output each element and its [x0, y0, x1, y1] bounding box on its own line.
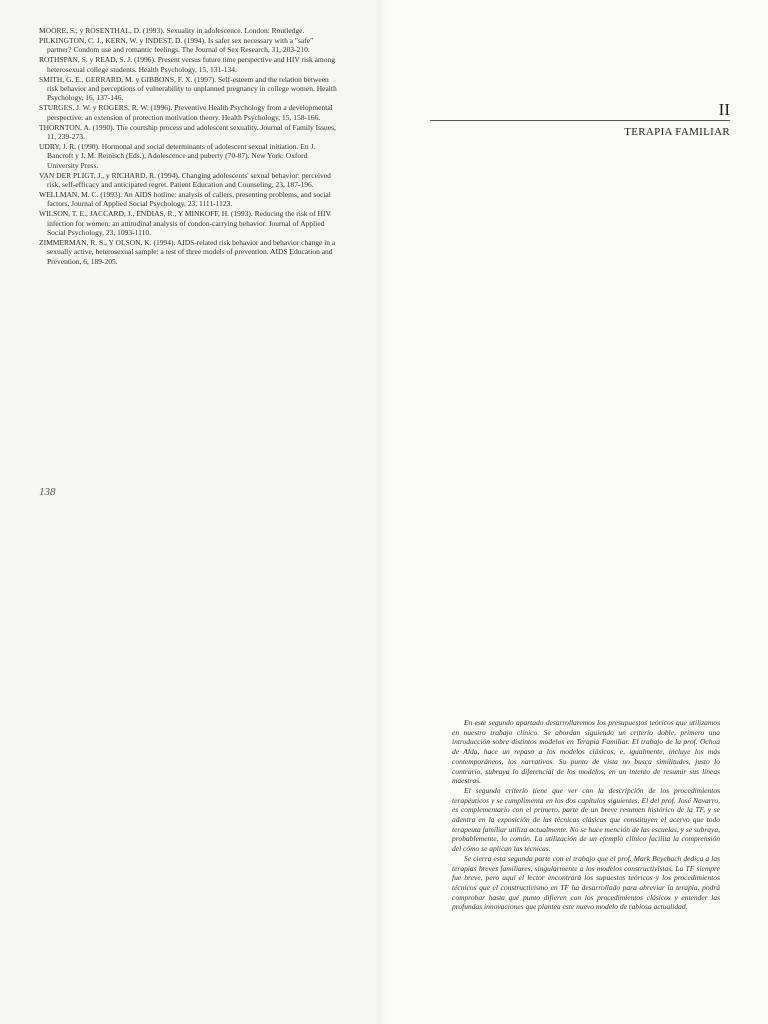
- reference-entry: SMITH, G. E., GERRARD, M. y GIBBONS, F. X. (1997). Self-esteem and the relation between risk behavior and perceptions of vulnerability to unplanned pregnancy in college women. Health Psychology, 16, 137-146.: [39, 74, 337, 103]
- reference-entry: THORNTON, A. (1990). The courtship process and adolescent sexuality. Journal of Family Issues, 11, 239-273.: [39, 122, 336, 141]
- chapter-introduction: [452, 718, 720, 912]
- chapter-title: TERAPIA FAMILIAR: [624, 126, 730, 138]
- intro-paragraph: En este segundo apartado desarrollaremos los presupuestos teóricos que utilizamos en nuestro trabajo clínico. Se abordan siguiendo un criterio doble, primero una introducción sobre distintos modelos en Terapia Familiar. El trabajo de la prof. Ochoa de Alda, hace un repaso a los modelos clásicos, e, igualmente, incluye los más contemporáneos, los narrativos. Su punto de vista no busca similitudes, justo lo contrario, subraya lo diferencial de los modelos, en un intento de resumir sus líneas maestras.: [452, 718, 720, 786]
- reference-entry: PILKINGTON, C. J., KERN, W. y INDEST, D. (1994). Is safer sex necessary with a "safe" partner? Condom use and romantic feelings. The Journal of Sex Research, 31, 203-210.: [39, 35, 314, 55]
- reference-entry: WILSON, T. E., JACCARD, J., ENDIAS, R., Y MINKOFF, H. (1993). Reducing the risk of HIV infection for women: an attitudinal analysis of condon-carrying behavior. Journal of Applied Social Psychology, 23, 1093-1110.: [39, 209, 331, 238]
- reference-entry: ZIMMERMAN, R. S., Y OLSON, K. (1994). AIDS-related risk behavior and behavior change in a sexually active, heterosexual sample: a test of three models of prevention. AIDS Education and Prevention, 6, 189-205.: [39, 237, 336, 266]
- book-gutter: [378, 0, 390, 1024]
- reference-entry: ROTHSPAN, S. y READ, S. J. (1996). Present versus future time perspective and HIV risk among heterosexual college students. Health Psychology, 15, 131-134.: [39, 55, 336, 74]
- intro-paragraph: El segundo criterio tiene que ver con la descripción de los procedimientos terapéuticos y se cumplimenta en los dos capítulos siguientes. El del prof. José Navarro, es complementario con el primero, parte de un breve resumen histórico de la TF, y se adentra en la exposición de las técnicas clásicas que constituyen el acervo que todo terapeuta familiar utiliza actualmente. No se hace mención de las escuelas, y se subraya, probablemente, lo común. La utilización de un ejemplo clínico facilita la comprensión del cómo se aplican las técnicas.: [452, 785, 720, 854]
- page-number: 138: [39, 486, 56, 498]
- reference-entry: MOORE, S., y ROSENTHAL, D. (1993). Sexuality in adolescence. London: Routledge.: [39, 26, 305, 35]
- chapter-number: II: [718, 100, 730, 119]
- reference-entry: STURGES, J. W. y ROGERS, R. W. (1996). Preventive Health Psychology from a developmental perspective: an extension of protection motivation theory. Health Psychology, 15, 158-166.: [39, 103, 333, 122]
- reference-list: [39, 26, 339, 267]
- chapter-rule: [430, 120, 730, 121]
- reference-entry: UDRY, J. R. (1990). Hormonal and social determinants of adolescent sexual initiation. En J. Bancroft y J. M. Reinisch (Eds.), Adolescence and puberty (70-87). New York: Oxford University Press.: [39, 141, 316, 170]
- reference-entry: WELLMAN, M. C. (1993). An AIDS hotline: analysis of callers, presenting problems, and social factors. Journal of Applied Social Psychology, 23, 1111-1123.: [39, 189, 331, 209]
- reference-entry: VAN DER PLIGT, J., y RICHARD, R. (1994). Changing adolescents' sexual behavior: perceived risk, self-efficacy and anticipated regret. Patient Education and Counseling, 23, 187-196.: [39, 170, 331, 189]
- intro-paragraph: Se cierra esta segunda parte con el trabajo que el prof. Mark Beyebach dedica a las terapias breves familiares, singularmente a los modelos constructivistas. La TF siempre fue breve, pero aquí el lector encontrará los supuestos teóricos y los procedimientos técnicos que el constructivismo en TF ha desarrollado para abreviar la terapia, podrá comprobar hasta qué punto difieren con los procedimientos clásicos y entender las profundas innovaciones que plantea este nuevo modelo de rabiosa actualidad.: [452, 853, 720, 912]
